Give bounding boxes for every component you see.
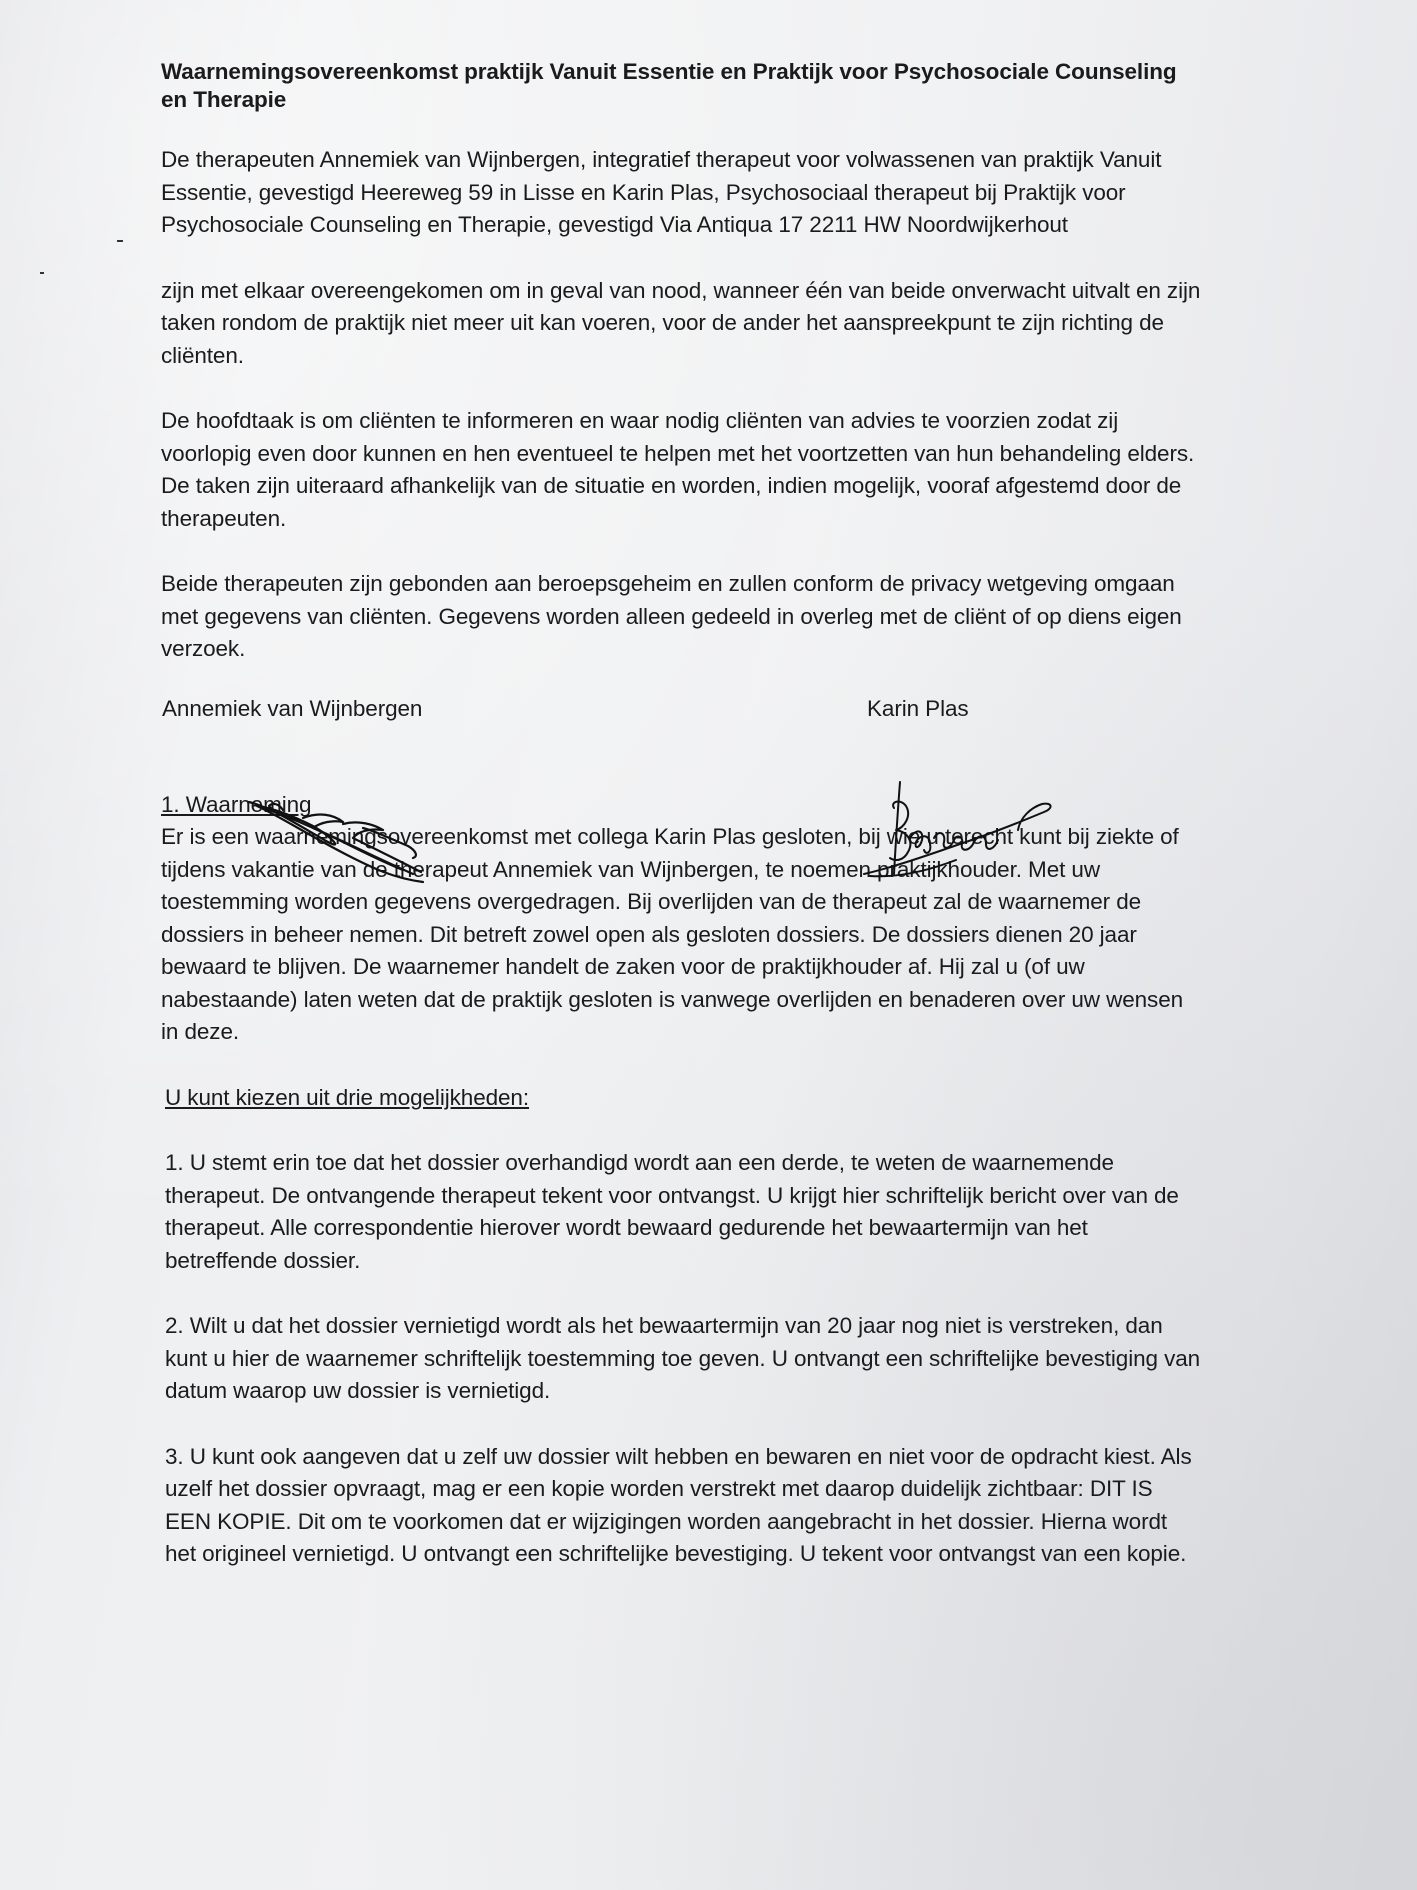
task-paragraph: De hoofdtaak is om cliënten te informeren en waar nodig cliënten van advies te voorzien zodat zij voorlopig even door kunnen en hen eventueel te helpen met het voortzetten van hun behandeling elders. De taken zijn uiteraard afhankelijk van de situatie en worden, indien mogelijk, vooraf afgestemd door de therapeuten. <box>161 408 1195 531</box>
agreement-paragraph: zijn met elkaar overeengekomen om in geval van nood, wanneer één van beide onverwacht uitvalt en zijn taken rondom de praktijk niet meer uit kan voeren, voor de ander het aanspreekpunt te zijn richting de cliënten. <box>161 277 1201 368</box>
intro-paragraph: De therapeuten Annemiek van Wijnbergen, integratief therapeut voor volwassenen van praktijk Vanuit Essentie, gevestigd Heereweg 59 in Lisse en Karin Plas, Psychosociaal therapeut bij Praktijk voor Psychosociale Counseling en Therapie, gevestigd Via Antiqua 17 2211 HW Noordwijkerhout <box>161 147 1162 237</box>
section-1-heading: 1. Waarneming <box>161 791 312 817</box>
option-item: 2. Wilt u dat het dossier vernietigd wordt als het bewaartermijn van 20 jaar nog niet is verstreken, dan kunt u hier de waarnemer schriftelijk toestemming toe geven. U ontvangt een schriftelijke bevestiging van datum waarop uw dossier is vernietigd. <box>165 1313 1201 1403</box>
document-title: Waarnemingsovereenkomst praktijk Vanuit Essentie en Praktijk voor Psychosociale Counseling en Therapie <box>161 59 1177 112</box>
options-heading: U kunt kiezen uit drie mogelijkheden: <box>165 1084 530 1110</box>
signatory-names <box>161 693 1201 733</box>
signatory-right-name: Karin Plas <box>867 695 969 721</box>
signature-left <box>243 798 433 884</box>
privacy-paragraph: Beide therapeuten zijn gebonden aan beroepsgeheim en zullen conform de privacy wetgeving omgaan met gegevens van cliënten. Gegevens worden alleen gedeeld in overleg met de cliënt of op diens eigen verzoek. <box>161 571 1182 661</box>
margin-mark <box>117 240 123 242</box>
option-item: 3. U kunt ook aangeven dat u zelf uw dossier wilt hebben en bewaren en niet voor de opdracht kiest. Als uzelf het dossier opvraagt, mag er een kopie worden verstrekt met daarop duidelijk zichtbaar: DIT IS EEN KOPIE. Dit om te voorkomen dat er wijzigingen worden aangebracht in het dossier. Hierna wordt het origineel vernietigd. U ontvangt een schriftelijke bevestiging. U tekent voor ontvangst van een kopie. <box>165 1443 1192 1566</box>
option-item: 1. U stemt erin toe dat het dossier overhandigd wordt aan een derde, te weten de waarnemende therapeut. De ontvangende therapeut tekent voor ontvangst. U krijgt hier schriftelijk bericht over van de therapeut. Alle correspondentie hierover wordt bewaard gedurende het bewaartermijn van het betreffende dossier. <box>165 1150 1179 1273</box>
margin-mark <box>40 272 44 274</box>
signature-right <box>860 778 1056 890</box>
signatory-left-name: Annemiek van Wijnbergen <box>162 695 423 721</box>
section-1-body: Er is een waarnemingsovereenkomst met collega Karin Plas gesloten, bij wie u terecht kunt bij ziekte of tijdens vakantie van de therapeut Annemiek van Wijnbergen, te noemen praktijkhouder. Met uw toestemming worden gegevens overgedragen. Bij overlijden van de therapeut zal de waarnemer de dossiers in beheer nemen. Dit betreft zowel open als gesloten dossiers. De dossiers dienen 20 jaar bewaard te blijven. De waarnemer handelt de zaken voor de praktijkhouder af. Hij zal u (of uw nabestaande) laten weten dat de praktijk gesloten is vanwege overlijden en benaderen over uw wensen in deze. <box>161 824 1184 1044</box>
